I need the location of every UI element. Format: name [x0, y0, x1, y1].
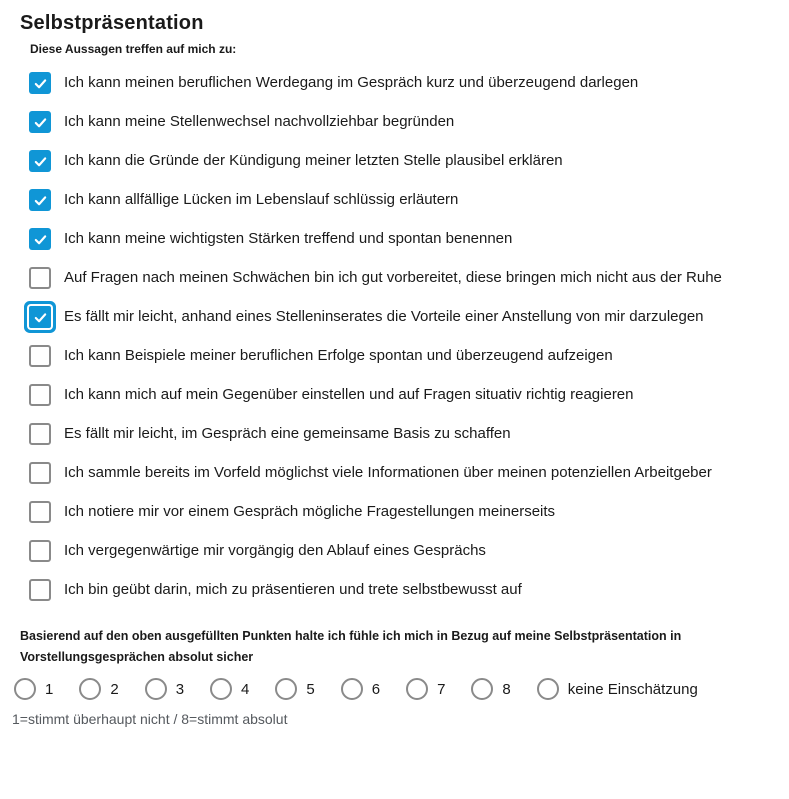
checkmark-icon	[33, 115, 48, 130]
checklist-item	[29, 71, 769, 95]
radio-button[interactable]	[79, 678, 101, 700]
checklist-item	[29, 266, 769, 290]
rating-option-label: 3	[175, 680, 185, 698]
checklist-item-label: Es fällt mir leicht, im Gespräch eine gemeinsame Basis zu schaffen	[64, 425, 511, 442]
checklist-item-label: Ich vergegenwärtige mir vorgängig den Ablauf eines Gesprächs	[64, 542, 486, 559]
checkmark-icon	[33, 193, 48, 208]
checklist	[29, 71, 769, 602]
checkbox[interactable]	[29, 423, 51, 445]
rating-option-label: 5	[306, 680, 315, 698]
checklist-item	[29, 149, 769, 173]
checkmark-icon	[33, 76, 48, 91]
checkbox[interactable]	[29, 462, 51, 484]
checklist-item-label: Ich bin geübt darin, mich zu präsentieren und trete selbstbewusst auf	[64, 581, 522, 598]
rating-prompt: Basierend auf den oben ausgefüllten Punkten halte ich fühle ich mich in Bezug auf meine Selbstpräsentation in Vorstellungsgesprächen absolut sicher	[20, 629, 682, 664]
checklist-item	[29, 110, 769, 134]
checklist-item	[29, 578, 769, 602]
checklist-item-label: Ich kann Beispiele meiner beruflichen Erfolge spontan und überzeugend aufzeigen	[64, 347, 613, 364]
rating-option[interactable]	[275, 678, 314, 700]
rating-option[interactable]	[210, 678, 249, 700]
checklist-item	[29, 227, 769, 251]
radio-button[interactable]	[341, 678, 363, 700]
radio-button[interactable]	[537, 678, 559, 700]
rating-option-label: 1	[45, 680, 54, 698]
checklist-item-label: Es fällt mir leicht, anhand eines Stelleninserates die Vorteile einer Anstellung von mir darzulegen	[64, 308, 704, 325]
checklist-item-label: Ich kann meine Stellenwechsel nachvollziehbar begründen	[64, 113, 455, 130]
rating-option[interactable]	[471, 678, 510, 700]
checklist-item	[29, 383, 769, 407]
rating-footnote: 1=stimmt überhaupt nicht / 8=stimmt absolut	[12, 711, 288, 727]
checklist-item-label: Ich kann die Gründe der Kündigung meiner letzten Stelle plausibel erklären	[64, 152, 563, 169]
radio-button[interactable]	[210, 678, 232, 700]
radio-button[interactable]	[406, 678, 428, 700]
checkbox[interactable]	[29, 111, 51, 133]
checklist-item	[29, 344, 769, 368]
radio-button[interactable]	[471, 678, 493, 700]
checkbox[interactable]	[29, 189, 51, 211]
checkbox[interactable]	[29, 345, 51, 367]
rating-option-label: 4	[241, 680, 250, 698]
checkbox[interactable]	[29, 306, 51, 328]
checklist-item-label: Ich kann allfällige Lücken im Lebenslauf schlüssig erläutern	[64, 191, 459, 208]
checklist-item-label: Auf Fragen nach meinen Schwächen bin ich gut vorbereitet, diese bringen mich nicht aus der Ruhe	[64, 269, 722, 286]
checklist-item	[29, 500, 769, 524]
checklist-item	[29, 188, 769, 212]
rating-section	[12, 626, 769, 727]
radio-button[interactable]	[145, 678, 167, 700]
rating-option[interactable]	[341, 678, 380, 700]
checkmark-icon	[33, 154, 48, 169]
checklist-item	[29, 422, 769, 446]
form-subtitle: Diese Aussagen treffen auf mich zu:	[30, 42, 237, 56]
rating-option[interactable]	[537, 678, 698, 700]
rating-option-label: 7	[437, 680, 446, 698]
checklist-item	[29, 305, 769, 329]
rating-option-label: 6	[371, 680, 381, 698]
checklist-item-label: Ich sammle bereits im Vorfeld möglichst viele Informationen über meinen potenziellen Arbeitgeber	[64, 464, 712, 481]
checklist-item	[29, 539, 769, 563]
checkbox[interactable]	[29, 540, 51, 562]
page-title: Selbstpräsentation	[20, 12, 204, 34]
checkmark-icon	[33, 310, 48, 325]
checklist-item-label: Ich kann meine wichtigsten Stärken treffend und spontan benennen	[64, 230, 513, 247]
checkbox[interactable]	[29, 501, 51, 523]
rating-options	[14, 678, 769, 700]
checklist-item-label: Ich notiere mir vor einem Gespräch mögliche Fragestellungen meinerseits	[64, 503, 556, 520]
rating-option[interactable]	[79, 678, 118, 700]
checkbox[interactable]	[29, 579, 51, 601]
checkmark-icon	[33, 232, 48, 247]
checkbox[interactable]	[29, 150, 51, 172]
checklist-item	[29, 461, 769, 485]
checkbox[interactable]	[29, 267, 51, 289]
rating-option-label: keine Einschätzung	[567, 680, 698, 698]
rating-option[interactable]	[14, 678, 53, 700]
checklist-item-label: Ich kann mich auf mein Gegenüber einstellen und auf Fragen situativ richtig reagieren	[64, 386, 634, 403]
radio-button[interactable]	[14, 678, 36, 700]
rating-option-label: 8	[502, 680, 511, 698]
radio-button[interactable]	[275, 678, 297, 700]
checkbox[interactable]	[29, 72, 51, 94]
checkbox[interactable]	[29, 384, 51, 406]
rating-option[interactable]	[145, 678, 184, 700]
checkbox[interactable]	[29, 228, 51, 250]
checklist-item-label: Ich kann meinen beruflichen Werdegang im Gespräch kurz und überzeugend darlegen	[64, 74, 639, 91]
rating-option[interactable]	[406, 678, 445, 700]
rating-option-label: 2	[110, 680, 119, 698]
